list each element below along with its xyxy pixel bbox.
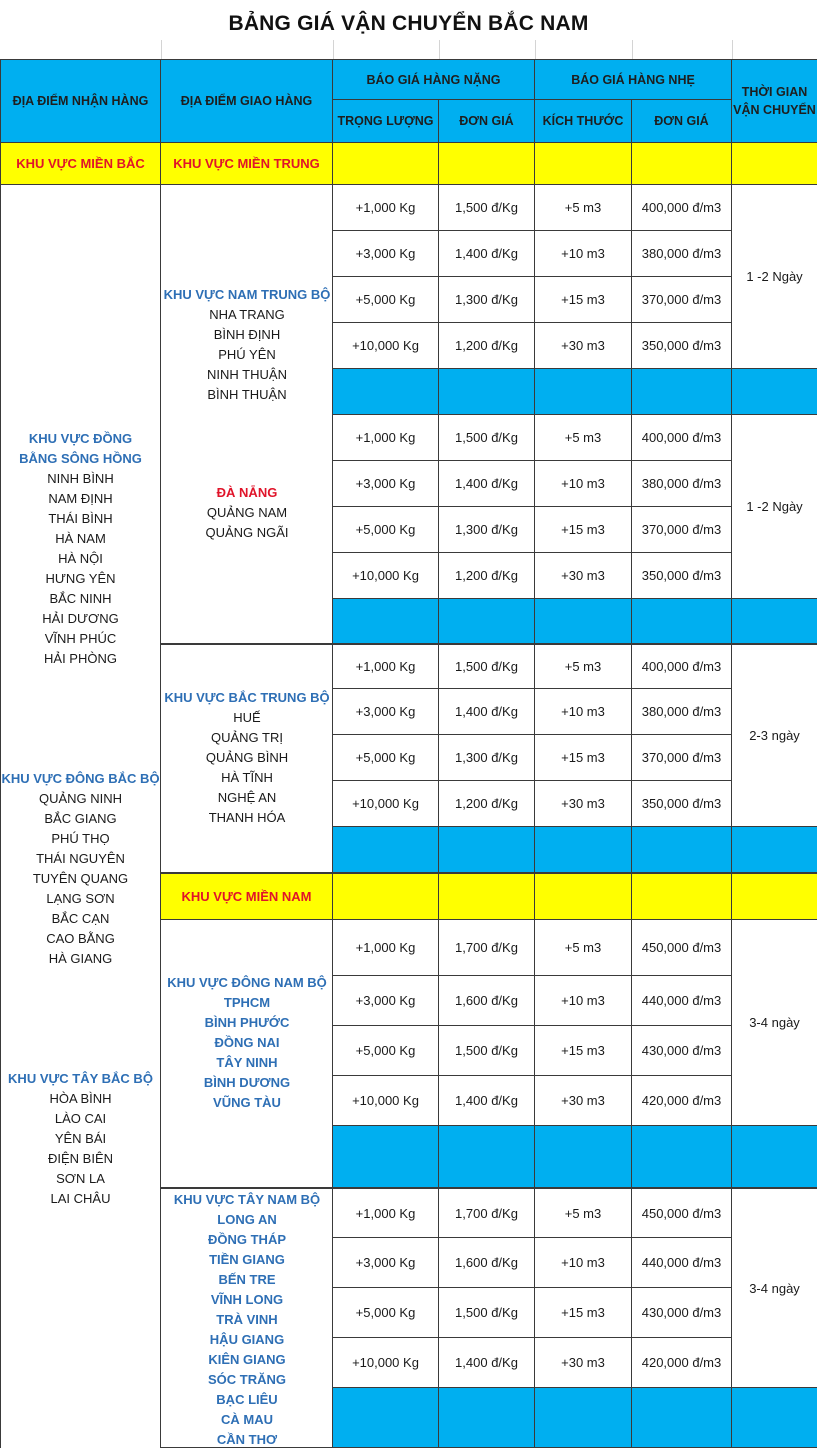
- delivery-place: QUẢNG NGÃI: [205, 525, 289, 540]
- blank-blue-cell: [535, 1126, 632, 1188]
- pickup-place: LAI CHÂU: [50, 1191, 111, 1206]
- light-price-cell: 400,000 đ/m3: [632, 415, 732, 461]
- delivery-place: VĨNH LONG: [210, 1292, 284, 1307]
- transit-time-cell: 1 -2 Ngày: [732, 415, 817, 599]
- pickup-place: LÀO CAI: [54, 1111, 107, 1126]
- pickup-place: NAM ĐỊNH: [48, 491, 113, 506]
- section-central-fill: [632, 143, 732, 185]
- blank-blue-cell: [333, 369, 439, 415]
- delivery-place: LONG AN: [217, 1212, 277, 1227]
- header-delivery: ĐỊA ĐIỂM GIAO HÀNG: [161, 59, 333, 143]
- blank-blue-cell: [333, 599, 439, 645]
- weight-cell: +10,000 Kg: [333, 781, 439, 827]
- delivery-place: PHÚ YÊN: [218, 347, 276, 362]
- pickup-place: HÀ NAM: [55, 531, 106, 546]
- delivery-region-name: ĐÀ NẴNG: [216, 485, 278, 500]
- pickup-place: TUYÊN QUANG: [32, 871, 129, 886]
- weight-cell: +3,000 Kg: [333, 976, 439, 1026]
- heavy-price-cell: 1,400 đ/Kg: [439, 1076, 535, 1126]
- pickup-place: THÁI NGUYÊN: [36, 851, 125, 866]
- delivery-region-name: KHU VỰC BẮC TRUNG BỘ: [164, 690, 330, 705]
- light-price-cell: 350,000 đ/m3: [632, 323, 732, 369]
- blank-blue-cell: [732, 599, 817, 645]
- blank-blue-cell: [632, 369, 732, 415]
- blank-blue-cell: [732, 369, 817, 415]
- weight-cell: +1,000 Kg: [333, 643, 439, 689]
- blank-blue-cell: [732, 827, 817, 873]
- size-cell: +30 m3: [535, 1076, 632, 1126]
- size-cell: +15 m3: [535, 1026, 632, 1076]
- section-central-fill: [535, 143, 632, 185]
- blank-blue-cell: [535, 599, 632, 645]
- weight-cell: +10,000 Kg: [333, 323, 439, 369]
- size-cell: +15 m3: [535, 507, 632, 553]
- size-cell: +10 m3: [535, 1238, 632, 1288]
- size-cell: +30 m3: [535, 781, 632, 827]
- size-cell: +10 m3: [535, 689, 632, 735]
- pickup-place: QUẢNG NINH: [38, 791, 123, 806]
- pickup-place: LẠNG SƠN: [46, 891, 115, 906]
- pickup-place: HÀ GIANG: [48, 951, 113, 966]
- size-cell: +15 m3: [535, 735, 632, 781]
- delivery-place: SÓC TRĂNG: [208, 1372, 286, 1387]
- delivery-region: [161, 688, 333, 828]
- blank-blue-cell: [333, 1126, 439, 1188]
- pickup-place: SƠN LA: [56, 1171, 105, 1186]
- heavy-price-cell: 1,400 đ/Kg: [439, 1338, 535, 1388]
- blank-blue-cell: [732, 1126, 817, 1188]
- size-cell: +30 m3: [535, 1338, 632, 1388]
- weight-cell: +1,000 Kg: [333, 415, 439, 461]
- size-cell: +10 m3: [535, 461, 632, 507]
- size-cell: +30 m3: [535, 323, 632, 369]
- delivery-place: QUẢNG BÌNH: [205, 750, 289, 765]
- heavy-price-cell: 1,500 đ/Kg: [439, 415, 535, 461]
- blank-blue-cell: [333, 827, 439, 873]
- heavy-price-cell: 1,300 đ/Kg: [439, 735, 535, 781]
- delivery-place: TÂY NINH: [216, 1055, 278, 1070]
- weight-cell: +1,000 Kg: [333, 1188, 439, 1238]
- weight-cell: +1,000 Kg: [333, 920, 439, 976]
- delivery-place: KIÊN GIANG: [208, 1352, 286, 1367]
- light-price-cell: 450,000 đ/m3: [632, 920, 732, 976]
- size-cell: +5 m3: [535, 415, 632, 461]
- section-south: KHU VỰC MIỀN NAM: [161, 873, 333, 920]
- weight-cell: +3,000 Kg: [333, 1238, 439, 1288]
- pickup-region-name: KHU VỰC ĐỒNG: [28, 431, 133, 446]
- light-price-cell: 430,000 đ/m3: [632, 1026, 732, 1076]
- delivery-region-name: KHU VỰC NAM TRUNG BỘ: [163, 287, 331, 302]
- pickup-region-northwest: [0, 1069, 161, 1209]
- delivery-region: [161, 973, 333, 1113]
- light-price-cell: 420,000 đ/m3: [632, 1076, 732, 1126]
- heavy-price-cell: 1,400 đ/Kg: [439, 689, 535, 735]
- blank-blue-cell: [333, 1388, 439, 1448]
- light-price-cell: 450,000 đ/m3: [632, 1188, 732, 1238]
- weight-cell: +10,000 Kg: [333, 553, 439, 599]
- heavy-price-cell: 1,500 đ/Kg: [439, 643, 535, 689]
- heavy-price-cell: 1,400 đ/Kg: [439, 461, 535, 507]
- header-light-price: ĐƠN GIÁ: [632, 100, 732, 143]
- light-price-cell: 440,000 đ/m3: [632, 976, 732, 1026]
- size-cell: +10 m3: [535, 231, 632, 277]
- pickup-place: HÀ NỘI: [58, 551, 103, 566]
- weight-cell: +10,000 Kg: [333, 1338, 439, 1388]
- transit-time-cell: 3-4 ngày: [732, 920, 817, 1126]
- pickup-place: CAO BẰNG: [46, 931, 115, 946]
- light-price-cell: 420,000 đ/m3: [632, 1338, 732, 1388]
- heavy-price-cell: 1,500 đ/Kg: [439, 1026, 535, 1076]
- blank-blue-cell: [439, 599, 535, 645]
- blank-blue-cell: [535, 827, 632, 873]
- delivery-region: [161, 285, 333, 405]
- blank-blue-cell: [632, 827, 732, 873]
- section-north: KHU VỰC MIỀN BẮC: [0, 143, 161, 185]
- section-south-fill: [535, 873, 632, 920]
- header-heavy: BÁO GIÁ HÀNG NẶNG: [333, 59, 535, 100]
- weight-cell: +10,000 Kg: [333, 1076, 439, 1126]
- pickup-region-name: BẰNG SÔNG HỒNG: [19, 451, 142, 466]
- transit-time-cell: 1 -2 Ngày: [732, 185, 817, 369]
- delivery-region: [161, 483, 333, 543]
- pickup-place: HÒA BÌNH: [49, 1091, 112, 1106]
- section-south-fill: [333, 873, 439, 920]
- delivery-place: NGHỆ AN: [217, 790, 277, 805]
- pickup-place: BẮC NINH: [49, 591, 112, 606]
- delivery-place: CÀ MAU: [221, 1412, 273, 1427]
- size-cell: +10 m3: [535, 976, 632, 1026]
- pickup-place: NINH BÌNH: [47, 471, 114, 486]
- size-cell: +5 m3: [535, 185, 632, 231]
- delivery-place: QUẢNG NAM: [206, 505, 288, 520]
- delivery-place: NINH THUẬN: [207, 367, 287, 382]
- delivery-place: VŨNG TÀU: [213, 1095, 281, 1110]
- weight-cell: +5,000 Kg: [333, 735, 439, 781]
- light-price-cell: 370,000 đ/m3: [632, 735, 732, 781]
- delivery-place: TRÀ VINH: [216, 1312, 278, 1327]
- heavy-price-cell: 1,400 đ/Kg: [439, 231, 535, 277]
- delivery-place: QUẢNG TRỊ: [211, 730, 283, 745]
- pickup-place: PHÚ THỌ: [51, 831, 110, 846]
- blank-blue-cell: [439, 827, 535, 873]
- weight-cell: +5,000 Kg: [333, 1026, 439, 1076]
- section-south-fill: [439, 873, 535, 920]
- blank-blue-cell: [439, 1388, 535, 1448]
- pickup-place: BẮC CẠN: [51, 911, 110, 926]
- pickup-place: YÊN BÁI: [54, 1131, 107, 1146]
- light-price-cell: 380,000 đ/m3: [632, 461, 732, 507]
- delivery-region-name: KHU VỰC TÂY NAM BỘ: [173, 1192, 321, 1207]
- delivery-place: NHA TRANG: [209, 307, 285, 322]
- blank-blue-cell: [732, 1388, 817, 1448]
- delivery-place: HUẾ: [233, 710, 261, 725]
- blank-blue-cell: [632, 1126, 732, 1188]
- light-price-cell: 430,000 đ/m3: [632, 1288, 732, 1338]
- size-cell: +5 m3: [535, 920, 632, 976]
- page-title: BẢNG GIÁ VẬN CHUYỂN BẮC NAM: [228, 12, 589, 35]
- blank-blue-cell: [632, 599, 732, 645]
- heavy-price-cell: 1,700 đ/Kg: [439, 1188, 535, 1238]
- light-price-cell: 370,000 đ/m3: [632, 507, 732, 553]
- transit-time-cell: 3-4 ngày: [732, 1188, 817, 1388]
- heavy-price-cell: 1,300 đ/Kg: [439, 277, 535, 323]
- pickup-place: BẮC GIANG: [44, 811, 117, 826]
- light-price-cell: 370,000 đ/m3: [632, 277, 732, 323]
- pickup-region-red-river-delta: [0, 429, 161, 669]
- light-price-cell: 350,000 đ/m3: [632, 781, 732, 827]
- heavy-price-cell: 1,200 đ/Kg: [439, 323, 535, 369]
- blank-spreadsheet-row: [0, 40, 817, 59]
- delivery-place: CẦN THƠ: [216, 1432, 278, 1447]
- section-south-fill: [632, 873, 732, 920]
- delivery-place: HÀ TĨNH: [221, 770, 273, 785]
- weight-cell: +3,000 Kg: [333, 461, 439, 507]
- pickup-region-name: KHU VỰC TÂY BẮC BỘ: [8, 1071, 153, 1086]
- weight-cell: +5,000 Kg: [333, 1288, 439, 1338]
- light-price-cell: 400,000 đ/m3: [632, 643, 732, 689]
- delivery-place: ĐỒNG NAI: [214, 1035, 280, 1050]
- pickup-region-northeast: [0, 769, 161, 969]
- section-central-fill: [333, 143, 439, 185]
- size-cell: +5 m3: [535, 643, 632, 689]
- pickup-place: HƯNG YÊN: [45, 571, 116, 586]
- blank-blue-cell: [632, 1388, 732, 1448]
- delivery-place: HẬU GIANG: [209, 1332, 285, 1347]
- delivery-region-name: KHU VỰC ĐÔNG NAM BỘ: [167, 975, 327, 990]
- weight-cell: +1,000 Kg: [333, 185, 439, 231]
- delivery-place: BÌNH THUẬN: [207, 387, 287, 402]
- blank-blue-cell: [439, 369, 535, 415]
- pickup-place: ĐIỆN BIÊN: [47, 1151, 113, 1166]
- header-pickup: ĐỊA ĐIỂM NHẬN HÀNG: [0, 59, 161, 143]
- delivery-place: TIỀN GIANG: [209, 1252, 285, 1267]
- heavy-price-cell: 1,500 đ/Kg: [439, 185, 535, 231]
- section-south-fill: [732, 873, 817, 920]
- heavy-price-cell: 1,200 đ/Kg: [439, 781, 535, 827]
- header-time-label: THỜI GIAN VẬN CHUYỂN: [733, 85, 816, 117]
- header-light: BÁO GIÁ HÀNG NHẸ: [535, 59, 732, 100]
- heavy-price-cell: 1,600 đ/Kg: [439, 1238, 535, 1288]
- light-price-cell: 440,000 đ/m3: [632, 1238, 732, 1288]
- delivery-place: THANH HÓA: [208, 810, 286, 825]
- delivery-place: BÌNH DƯƠNG: [203, 1075, 291, 1090]
- header-size: KÍCH THƯỚC: [535, 100, 632, 143]
- heavy-price-cell: 1,500 đ/Kg: [439, 1288, 535, 1338]
- blank-blue-cell: [535, 1388, 632, 1448]
- weight-cell: +5,000 Kg: [333, 277, 439, 323]
- section-central: KHU VỰC MIỀN TRUNG: [161, 143, 333, 185]
- size-cell: +5 m3: [535, 1188, 632, 1238]
- delivery-place: BÌNH ĐỊNH: [213, 327, 281, 342]
- header-time: [732, 59, 817, 143]
- weight-cell: +5,000 Kg: [333, 507, 439, 553]
- pickup-place: HẢI DƯƠNG: [42, 611, 119, 626]
- pickup-place: HẢI PHÒNG: [44, 651, 117, 666]
- transit-time-cell: 2-3 ngày: [732, 643, 817, 827]
- heavy-price-cell: 1,300 đ/Kg: [439, 507, 535, 553]
- heavy-price-cell: 1,700 đ/Kg: [439, 920, 535, 976]
- delivery-place: BÌNH PHƯỚC: [204, 1015, 290, 1030]
- delivery-place: ĐỒNG THÁP: [208, 1232, 286, 1247]
- light-price-cell: 400,000 đ/m3: [632, 185, 732, 231]
- blank-blue-cell: [439, 1126, 535, 1188]
- size-cell: +15 m3: [535, 1288, 632, 1338]
- heavy-price-cell: 1,600 đ/Kg: [439, 976, 535, 1026]
- section-central-fill: [732, 143, 817, 185]
- weight-cell: +3,000 Kg: [333, 689, 439, 735]
- light-price-cell: 350,000 đ/m3: [632, 553, 732, 599]
- light-price-cell: 380,000 đ/m3: [632, 231, 732, 277]
- size-cell: +30 m3: [535, 553, 632, 599]
- weight-cell: +3,000 Kg: [333, 231, 439, 277]
- section-central-fill: [439, 143, 535, 185]
- header-weight: TRỌNG LƯỢNG: [333, 100, 439, 143]
- light-price-cell: 380,000 đ/m3: [632, 689, 732, 735]
- pickup-place: VĨNH PHÚC: [44, 631, 117, 646]
- pickup-region-name: KHU VỰC ĐÔNG BẮC BỘ: [1, 771, 160, 786]
- heavy-price-cell: 1,200 đ/Kg: [439, 553, 535, 599]
- pickup-place: THÁI BÌNH: [48, 511, 113, 526]
- header-heavy-price: ĐƠN GIÁ: [439, 100, 535, 143]
- delivery-place: BẠC LIÊU: [216, 1392, 278, 1407]
- delivery-place: BẾN TRE: [218, 1272, 276, 1287]
- delivery-region: [161, 1190, 333, 1450]
- size-cell: +15 m3: [535, 277, 632, 323]
- delivery-place: TPHCM: [223, 995, 271, 1010]
- blank-blue-cell: [535, 369, 632, 415]
